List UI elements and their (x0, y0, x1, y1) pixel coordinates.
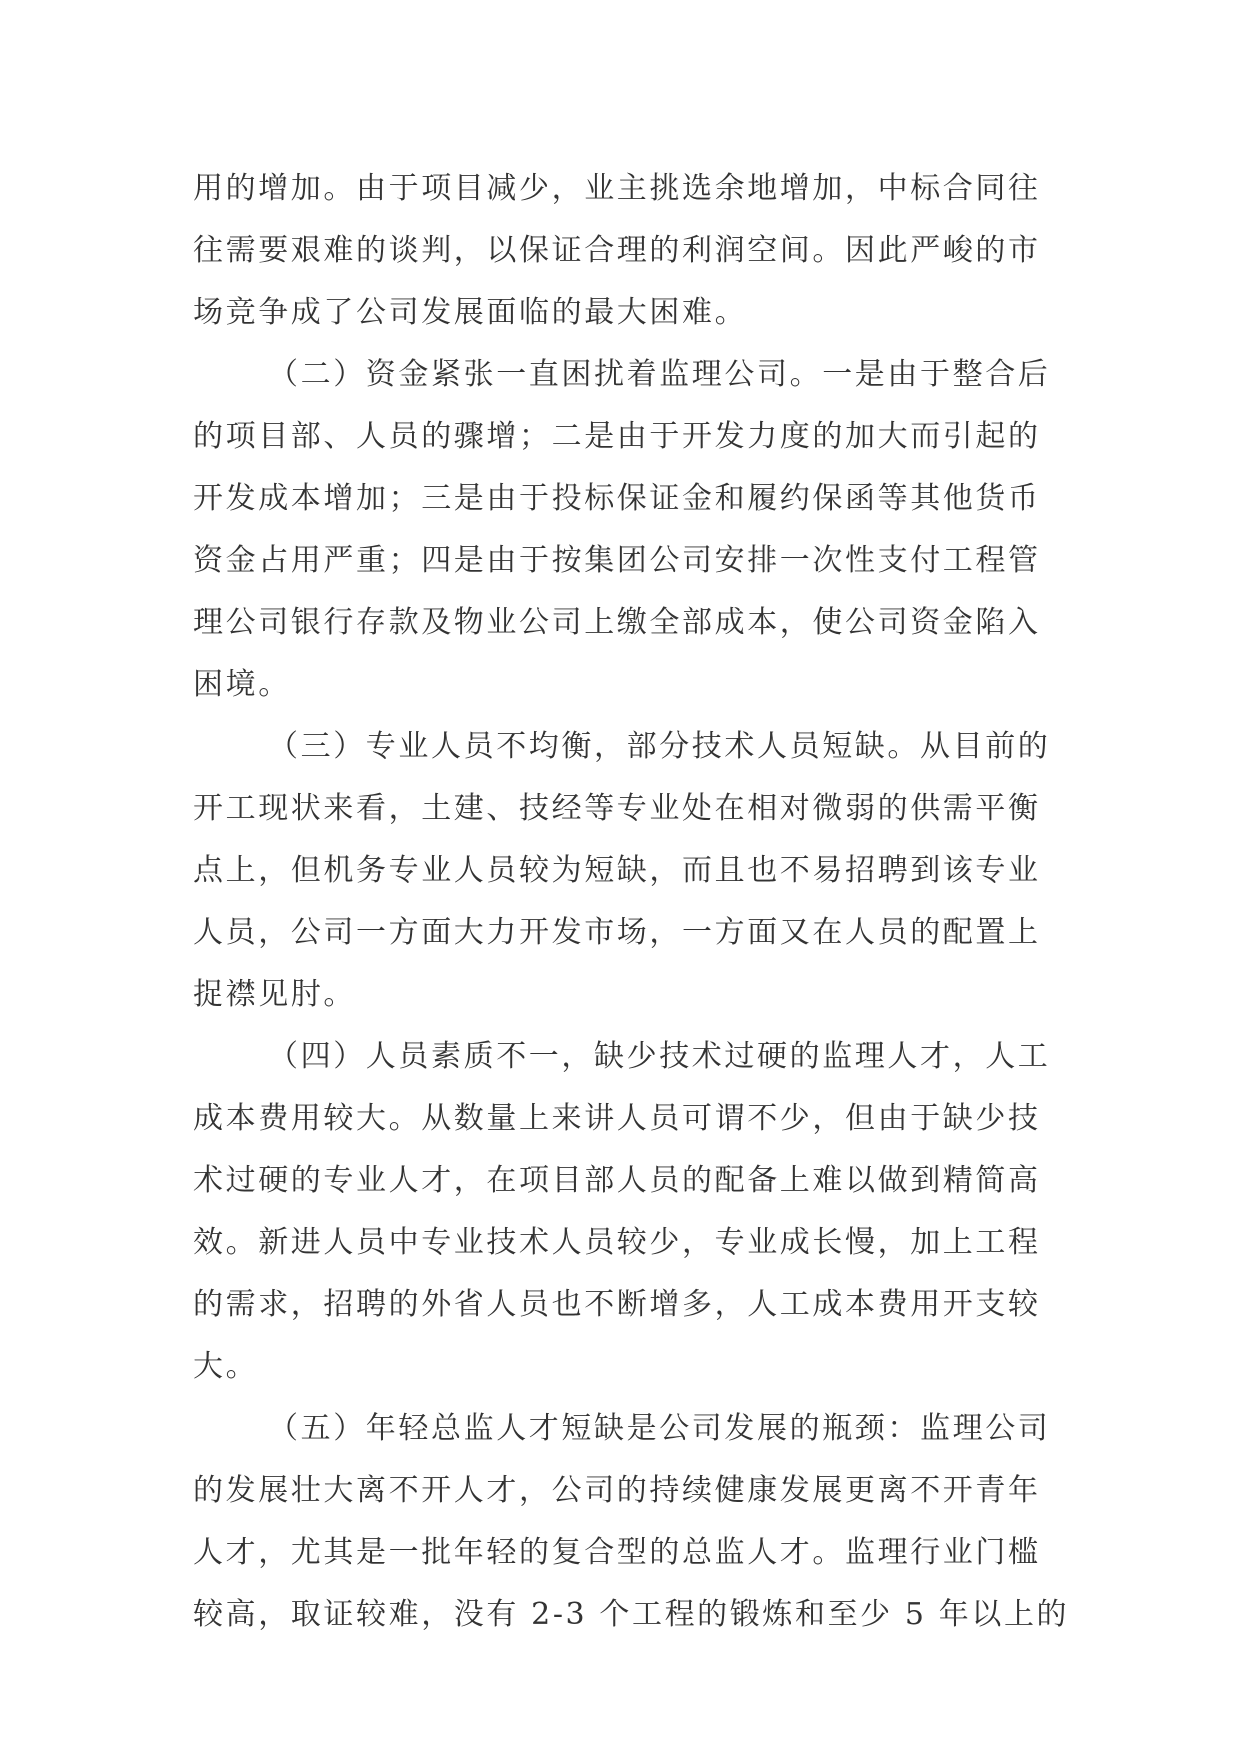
paragraph-staff-balance (193, 716, 1053, 1026)
text-line: 开工现状来看，土建、技经等专业处在相对微弱的供需平衡 (193, 791, 1041, 826)
body-text (193, 158, 1070, 1646)
text-line: 人才，尤其是一批年轻的复合型的总监人才。监理行业门槛 (193, 1535, 1041, 1570)
text-line: 的发展壮大离不开人才，公司的持续健康发展更离不开青年 (193, 1473, 1041, 1508)
text-line: （四）人员素质不一，缺少技术过硬的监理人才，人工 (268, 1039, 1051, 1074)
text-line: 困境。 (193, 667, 291, 702)
text-line: 大。 (193, 1349, 259, 1384)
text-line: 人员，公司一方面大力开发市场，一方面又在人员的配置上 (193, 915, 1041, 950)
text-line: 用的增加。由于项目减少，业主挑选余地增加，中标合同往 (193, 171, 1041, 206)
text-line: 往需要艰难的谈判，以保证合理的利润空间。因此严峻的市 (193, 233, 1041, 268)
text-line: 的项目部、人员的骤增；二是由于开发力度的加大而引起的 (193, 419, 1041, 454)
text-line: 效。新进人员中专业技术人员较少，专业成长慢，加上工程 (193, 1225, 1041, 1260)
text-line: 成本费用较大。从数量上来讲人员可谓不少，但由于缺少技 (193, 1101, 1041, 1136)
paragraph-continuation (193, 158, 1053, 344)
text-line: 捉襟见肘。 (193, 977, 356, 1012)
text-line: （五）年轻总监人才短缺是公司发展的瓶颈：监理公司 (268, 1411, 1051, 1446)
text-line: 术过硬的专业人才，在项目部人员的配备上难以做到精简高 (193, 1163, 1041, 1198)
text-line: （二）资金紧张一直困扰着监理公司。一是由于整合后 (268, 357, 1051, 392)
text-line: 点上，但机务专业人员较为短缺，而且也不易招聘到该专业 (193, 853, 1041, 888)
text-line: 理公司银行存款及物业公司上缴全部成本，使公司资金陷入 (193, 605, 1041, 640)
paragraph-chief-supervisor (193, 1398, 1070, 1646)
paragraph-staff-quality (193, 1026, 1053, 1398)
text-line: 场竞争成了公司发展面临的最大困难。 (193, 295, 748, 330)
text-line: 开发成本增加；三是由于投标保证金和履约保函等其他货币 (193, 481, 1041, 516)
text-line: （三）专业人员不均衡，部分技术人员短缺。从目前的 (268, 729, 1051, 764)
text-line: 较高，取证较难，没有 2-3 个工程的锻炼和至少 5 年以上的 (193, 1597, 1070, 1632)
text-line: 的需求，招聘的外省人员也不断增多，人工成本费用开支较 (193, 1287, 1041, 1322)
text-line: 资金占用严重；四是由于按集团公司安排一次性支付工程管 (193, 543, 1041, 578)
paragraph-funding (193, 344, 1053, 716)
